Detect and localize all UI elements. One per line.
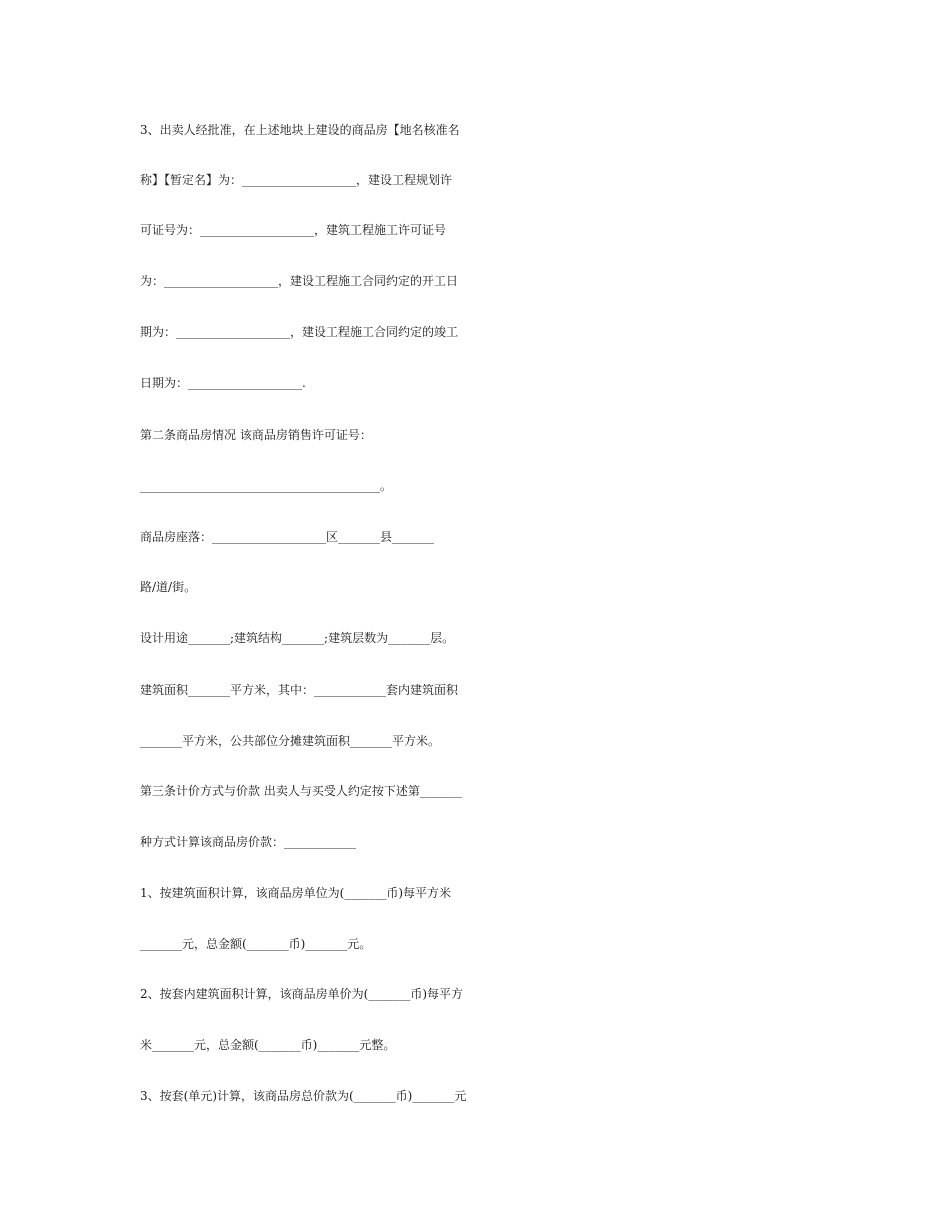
- pricing-option-2-line-1: 2、按套内建筑面积计算，该商品房单价为(_______币)每平方: [140, 987, 464, 1001]
- pricing-method-line: 种方式计算该商品房价款：____________: [140, 835, 357, 849]
- section-two-heading: 第二条商品房情况 该商品房销售许可证号：: [140, 428, 372, 442]
- contract-line-3: 可证号为：___________________，建筑工程施工许可证号: [140, 223, 447, 237]
- contract-line-2: 称】【暂定名】为：___________________，建设工程规划许: [140, 173, 453, 187]
- contract-line-4: 为：___________________，建设工程施工合同约定的开工日: [140, 274, 459, 288]
- pricing-option-1-line-1: 1、按建筑面积计算，该商品房单位为(_______币)每平方米: [140, 886, 451, 900]
- property-location-line: 商品房座落：___________________区_______县_______: [140, 530, 435, 544]
- floor-area-line-1: 建筑面积_______平方米，其中：____________套内建筑面积: [140, 683, 459, 697]
- property-location-road: 路/道/街。: [140, 580, 197, 594]
- sales-permit-blank: ________________________________________。: [140, 479, 393, 493]
- section-three-heading: 第三条计价方式与价款 出卖人与买受人约定按下述第_______: [140, 784, 462, 798]
- contract-line-6: 日期为：___________________.: [140, 376, 306, 390]
- pricing-option-1-line-2: _______元，总金额(_______币)_______元。: [140, 937, 372, 951]
- design-use-line: 设计用途_______;建筑结构_______;建筑层数为_______层。: [140, 631, 455, 645]
- pricing-option-3-line-1: 3、按套(单元)计算，该商品房总价款为(_______币)_______元: [140, 1089, 467, 1103]
- floor-area-line-2: _______平方米，公共部位分摊建筑面积_______平方米。: [140, 734, 441, 748]
- contract-line-5: 期为：___________________，建设工程施工合同约定的竣工: [140, 325, 459, 339]
- pricing-option-2-line-2: 米_______元，总金额(_______币)_______元整。: [140, 1038, 396, 1052]
- contract-line-1: 3、出卖人经批准，在上述地块上建设的商品房【地名核准名: [140, 123, 460, 137]
